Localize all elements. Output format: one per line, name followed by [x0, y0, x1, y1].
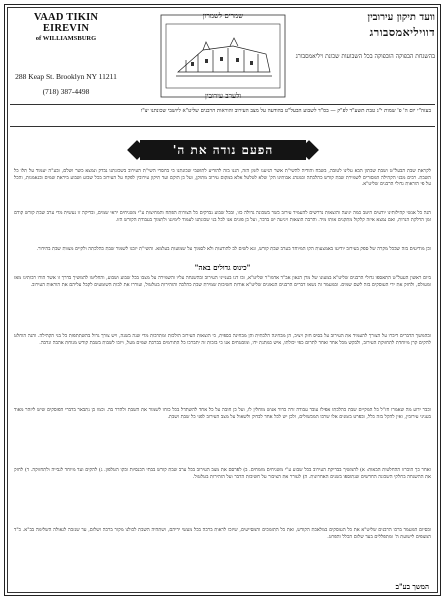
paragraph-8: ובסיום המעמד ברכו הרבנים שליט"א את כל העוסקים במלאכת הקודש, ואת כל התומכים והמסייעים, שיזכו לראות ברכה בכל מעשי ידיהם, ושתהיה השבת לכולנו מקור ברכה ושלום, עד שנזכה לגאולה השלימה בב"א. כ"ד המצפים לישועת ה' ומתפללים בעד שלום הכלל והפרט. — [14, 527, 431, 540]
paragraph-4: ביום ראשון העעל"ט התאספו גדולי הרבנים שליט"א במעונו של מרן הגאון אב"ד אדמו"ר שליט"א, ובו דנו בענייני העירוב ובהשגחה עליו והשמירה על מצבו בכל שבוע ושבוע, והחליטו להמשיך בדרך זו אשר הורו רבותינו מאז ומעולם, ולחזק את ידי העוסקים בזה לשם שמים. ובמעמד זה נשאו דברים הרבנים הגאונים שליט"א אודות חשיבות שמירת שבת כהלכה והזהירות בטלטול, ועוררו את לבות השומעים לקבל עליהם את הוראות העירוב. — [14, 275, 431, 288]
rabbis-line: בעזה"י יום ה' פ' שמות י"ג טבת תשע"ד לפ"ק — בס"ד לשבוע הבעל"ט בהודעה על מצב העירוב והוראות הרבנים שליט"א ליושבי שכונתנו יצ"ו — [140, 108, 431, 114]
org-logo — [158, 12, 288, 100]
org-address: 288 Keap St. Brooklyn NY 11211 — [15, 72, 117, 81]
logo-emblem-icon — [158, 12, 288, 100]
header-divider — [10, 104, 435, 105]
org-subname-en: of WILLIAMSBURG — [35, 35, 97, 42]
org-name-he: וועד תיקון עירובין — [367, 12, 435, 23]
rabbis-divider — [10, 126, 435, 127]
logo-arc-bottom-text: ולערב עירובין — [204, 92, 242, 100]
paragraph-2: הנה כל אנשי קהילותינו יודעים היטב כמה יגיעה והוצאות נדרשים להעמיד עירוב כשר בשכונה גדולה כזו, ובכל שבוע נבדקים כל הצורות הפתח והמחיצות ע"י משגיחים יראי שמים, ובדיקה זו נעשית מדי ערב שבת קודש קודם זמן הדלקת הנרות, ואם נמצא איזה קלקול מתקנים אותו מיד. והרבה הוצאות ויגיעה יש בדבר, ועל כן פונים אנו לכל בני שכונתנו לעמוד לימיננו ולתמוך בעבודת הקודש הזו. — [14, 210, 431, 223]
logo-arc-top-text: שמרים לשמרון — [202, 12, 244, 20]
page-title: הפעם נודה את ה' — [140, 140, 306, 160]
letterhead-hebrew — [285, 12, 435, 60]
continued-note: המשך בע"ב — [395, 582, 429, 591]
paragraph-7: ואחר כך הוכרזו ההחלטות הבאות: א) להמשיך בבדיקת העירוב בכל שבוע ע"י משגיחים מומחים. ב) לפרסם את מצב העירוב בכל ערב שבת קודש בבתי הכנסיות ובקו הטלפון. ג) להקים ועד מיוחד לגבייה ולתחזוקה. ד) לחזק את ההשגחה בחלקי השכונה החדשים שנתוספו בשנים האחרונות. ה) לעורר את הציבור על חשיבות הדבר ועל הזהירות בטלטול. — [14, 467, 431, 480]
paragraph-5: ובהמשך הדברים דיברו על הצורך להעמיד את העירוב על בסיס חזק ויציב, הן מבחינה הלכתית והן מבחינה כספית, כי הוצאות העירוב הולכות ומתרבות מדי שנה בשנה, ויש צורך גדול בהשתתפות כל בני הקהילה. והנה הוחלט להקים קרן מיוחדת לתחזוקת העירוב, ולבקש מכל אחד ואחד לתרום כפי יכולתו, איש כמתנת ידו, ומובטחים אנו כי בזכות זה יתברכו כל התורמים בברכת שמים מעל, ויזכו לשבות בשבת קודש מנוחת אהבה ונדבה. — [14, 333, 431, 346]
paragraph-1: לקראת שבת הבעל"ט ושבת שבתון הבא עלינו לטובה, בשבח והודיה להשי"ת אשר הגיענו לזמן הזה, הננו בזה להודיע לתושבי שכונתנו כי בחסדי השי"ת העירוב בשכונתנו נבדק ונמצא כשר ושלם, ובע"ה יעמוד על תלו כל השבת. רבים מבני הקהילה המסורים לשמירת שבת קודש כהלכתה וכמנהג אבותינו הק' שלא לטלטל אלא במקום עירוב מתוקן, ועל כן הוקם ועד תיקון עירובין לפקח על העירוב בכל שבוע ושבוע ביראת שמים ובנאמנות, והכל על פי הוראות גדולי הרבנים שליט"א. — [14, 168, 431, 188]
paragraph-3: וכן מודיעים בזה שבכל מקרה של ספק בעירוב יודיעו באמצעות הקו המיוחד בערב שבת קודש, ונא לשים לב להודעות ולא לסמוך על שמועות בעלמא. והשי"ת יזכנו לשמור שבת כהלכתה ולקיים מצוות שבת בהידור. — [36, 246, 431, 252]
letterhead — [10, 12, 435, 104]
org-name-en: VAAD TIKIN EIREVIN — [33, 12, 99, 34]
letterhead-english — [10, 12, 122, 96]
section-subheading: "כינוס גדולים באה" — [194, 263, 251, 272]
org-tagline-he: בהשגחת הבפוקה הובפוקה בכל השבועות שכונת ויליאמסבורג — [295, 53, 435, 60]
org-phone: (718) 387-4498 — [42, 87, 90, 96]
paragraph-6: וכבר ידוע מה שאמרו חז"ל כל המקיים שבת כהלכתו אפילו עובד עבודה זרה כדור אנוש מוחלין לו, ועל כן חובה על כל אחד להשתדל בכל כוחו לשמור את השבת ולהדר בה. וכמו כן נתבאר בדברי הפוסקים שיש ליזהר מאוד בעניני עירובין, ואין להקל בזה כלל, ובפרט בזמנים אלו שרבו המכשולים, ולכן יש לכל אחד לבדוק ולשאול על מצב העירוב לפני כל שבת ושבת. — [14, 407, 431, 420]
org-subname-he: דוויליאמסבורג — [369, 26, 435, 39]
